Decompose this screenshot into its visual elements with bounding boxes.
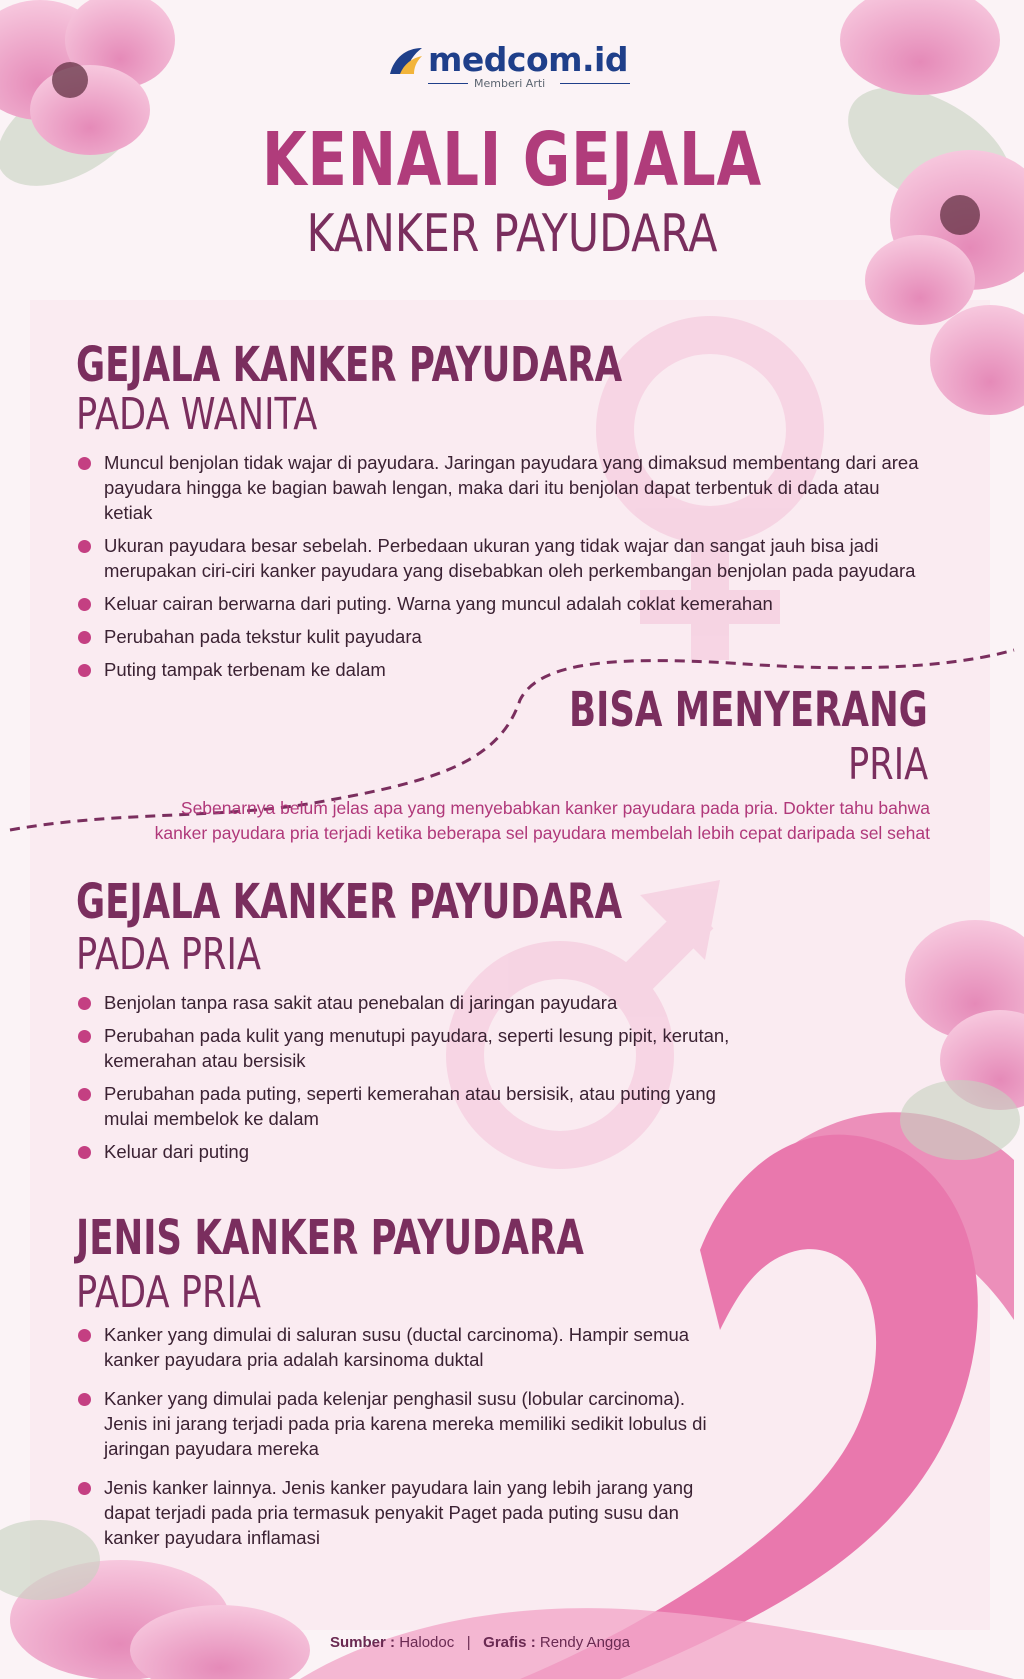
list-item: Perubahan pada puting, seperti kemerahan atau bersisik, atau puting yang mulai membelok ke dalam [78, 1081, 738, 1131]
men-symptom-list [78, 990, 738, 1172]
list-item: Kanker yang dimulai pada kelenjar penghasil susu (lobular carcinoma). Jenis ini jarang terjadi pada pria karena mereka memiliki sedikit lobulus di jaringan payudara mereka [78, 1386, 718, 1461]
list-item: Benjolan tanpa rasa sakit atau penebalan di jaringan payudara [78, 990, 738, 1015]
men-types-list [78, 1322, 718, 1558]
footer-credits [330, 1634, 630, 1651]
brand-logo [388, 40, 648, 92]
main-title: KENALI GEJALA [261, 117, 763, 203]
section-men-attack-subtitle: PRIA [847, 739, 928, 790]
footer-separator: | [466, 1634, 471, 1651]
list-item: Puting tampak terbenam ke dalam [78, 657, 928, 682]
footer-graphic-value: Rendy Angga [539, 1634, 630, 1651]
section-men-attack-text: Sebenarnya belum jelas apa yang menyebabkan kanker payudara pada pria. Dokter tahu bahwa kanker payudara pria terjadi ketika beberapa sel payudara membelah lebih cepat daripada sel sehat [154, 798, 930, 843]
section-men-types-title: JENIS KANKER PAYUDARA [76, 1210, 584, 1266]
brand-tagline: Memberi Arti [474, 77, 546, 90]
list-item: Jenis kanker lainnya. Jenis kanker payudara lain yang lebih jarang yang dapat terjadi pada pria termasuk penyakit Paget pada puting susu dan kanker payudara inflamasi [78, 1475, 718, 1550]
logo-rule-left [428, 83, 468, 84]
main-subtitle: KANKER PAYUDARA [306, 204, 718, 264]
footer-graphic-label: Grafis : [483, 1634, 536, 1651]
list-item: Keluar dari puting [78, 1139, 738, 1164]
list-item: Kanker yang dimulai di saluran susu (ductal carcinoma). Hampir semua kanker payudara pria adalah karsinoma duktal [78, 1322, 718, 1372]
list-item: Muncul benjolan tidak wajar di payudara. Jaringan payudara yang dimaksud membentang dari area payudara hingga ke bagian bawah lengan, maka dari itu benjolan dapat terbentuk di dada atau ketiak [78, 450, 928, 525]
section-men-symptoms-subtitle: PADA PRIA [76, 929, 261, 980]
footer-source-value: Halodoc [399, 1634, 455, 1651]
list-item: Ukuran payudara besar sebelah. Perbedaan ukuran yang tidak wajar dan sangat jauh bisa jadi merupakan ciri-ciri kanker payudara yang disebabkan oleh perkembangan benjolan pada payudara [78, 533, 928, 583]
list-item: Perubahan pada kulit yang menutupi payudara, seperti lesung pipit, kerutan, kemerahan atau bersisik [78, 1023, 738, 1073]
logo-rule-right [560, 83, 630, 84]
list-item: Perubahan pada tekstur kulit payudara [78, 624, 928, 649]
section-men-attack-title: BISA MENYERANG [569, 682, 928, 738]
women-symptom-list [78, 450, 928, 690]
brand-name: medcom.id [428, 40, 628, 79]
section-women-subtitle: PADA WANITA [76, 389, 318, 440]
footer-source-label: Sumber : [330, 1634, 396, 1651]
section-women-title: GEJALA KANKER PAYUDARA [76, 337, 623, 393]
list-item: Keluar cairan berwarna dari puting. Warna yang muncul adalah coklat kemerahan [78, 591, 928, 616]
section-men-types-subtitle: PADA PRIA [76, 1267, 261, 1318]
section-men-symptoms-title: GEJALA KANKER PAYUDARA [76, 874, 623, 930]
medcom-logo-icon [388, 44, 424, 78]
